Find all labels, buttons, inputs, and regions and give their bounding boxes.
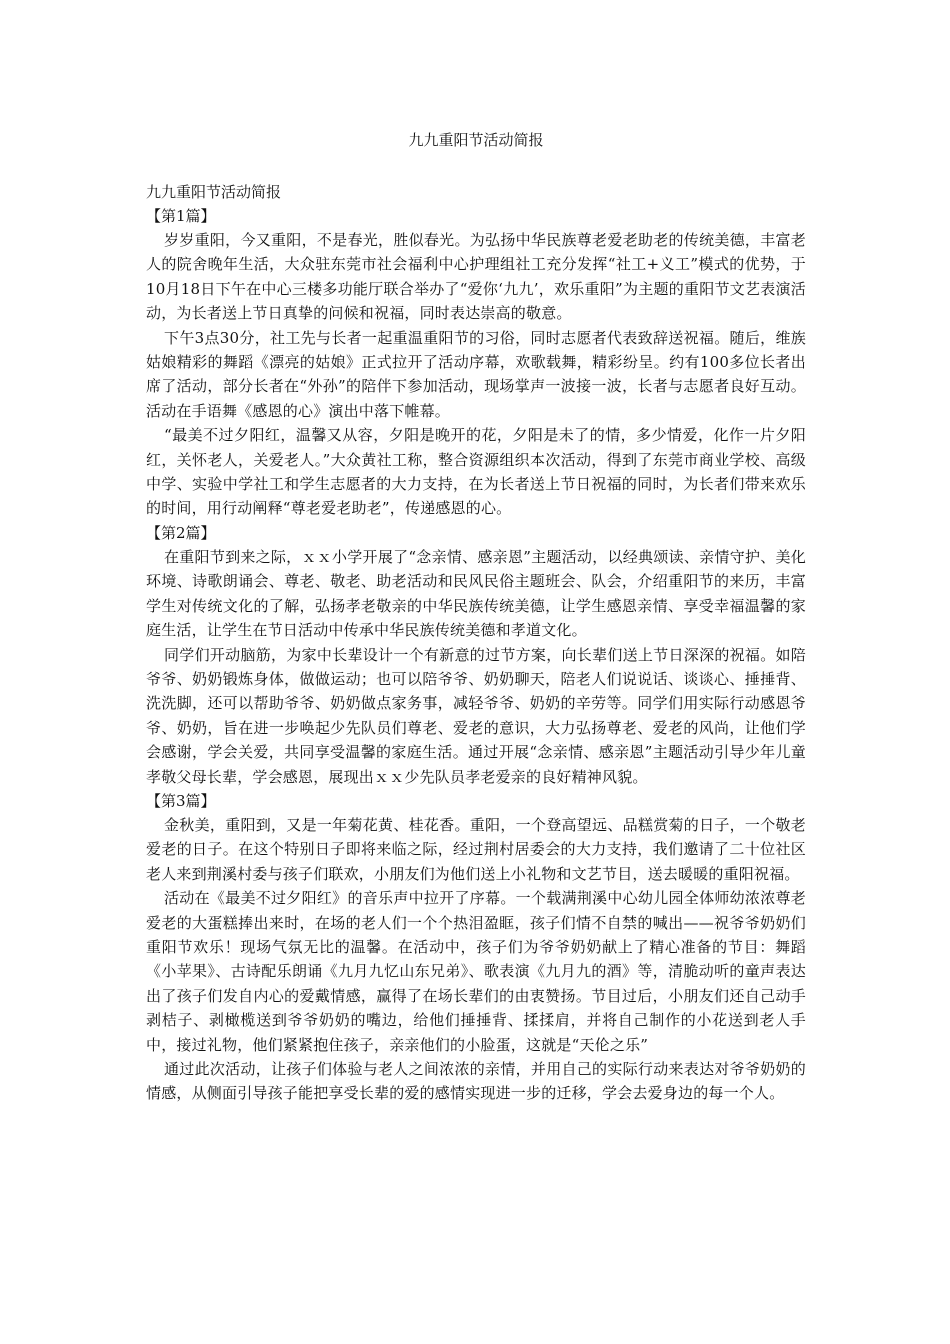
section-heading: 【第3篇】 — [146, 791, 216, 810]
document-title: 九九重阳节活动简报 — [408, 131, 544, 149]
paragraph: 岁岁重阳，今又重阳，不是春光，胜似春光。为弘扬中华民族尊老爱老助老的传统美德，丰富老人的院舍晚年生活，大众驻东莞市社会福利中心护理组社工充分发挥“社工+义工”模式的优势，于10月18日下午在中心三楼多功能厅联合举办了“爱你‘九九’，欢乐重阳”为主题的重阳节文艺表演活动，为长者送上节日真挚的问候和祝福，同时表达崇高的敬意。 — [146, 231, 806, 323]
paragraph: “最美不过夕阳红，温馨又从容，夕阳是晚开的花，夕阳是未了的情，多少情爱，化作一片夕阳红，关怀老人，关爱老人。”大众黄社工称，整合资源组织本次活动，得到了东莞市商业学校、高级中学、实验中学社工和学生志愿者的大力支持，在为长者送上节日祝福的同时，为长者们带来欢乐的时间，用行动阐释“尊老爱老助老”，传递感恩的心。 — [146, 426, 806, 518]
section-heading: 【第1篇】 — [146, 207, 216, 225]
paragraph: 同学们开动脑筋，为家中长辈设计一个有新意的过节方案，向长辈们送上节日深深的祝福。如陪爷爷、奶奶锻炼身体，做做运动；也可以陪爷爷、奶奶聊天，陪老人们说说话、谈谈心、捶捶背、洗洗脚，还可以帮助爷爷、奶奶做点家务事，减轻爷爷、奶奶的辛劳等。同学们用实际行动感恩爷爷、奶奶，旨在进一步唤起少先队员们尊老、爱老的意识，大力弘扬尊老、爱老的风尚，让他们学会感谢，学会关爱，共同享受温馨的家庭生活。通过开展“念亲情、感亲恩”主题活动引导少年儿童孝敬父母长辈，学会感恩，展现出ｘｘ少先队员孝老爱亲的良好精神风貌。 — [146, 645, 806, 786]
document-subtitle: 九九重阳节活动简报 — [146, 183, 282, 201]
section-1 — [146, 204, 806, 521]
section-2 — [146, 521, 806, 789]
paragraph: 在重阳节到来之际，ｘｘ小学开展了“念亲情、感亲恩”主题活动，以经典颂读、亲情守护、美化环境、诗歌朗诵会、尊老、敬老、助老活动和民风民俗主题班会、队会，介绍重阳节的来历，丰富学生对传统文化的了解，弘扬孝老敬亲的中华民族传统美德，让学生感恩亲情、享受幸福温馨的家庭生活，让学生在节日活动中传承中华民族传统美德和孝道文化。 — [146, 547, 806, 640]
section-3 — [146, 789, 806, 1106]
paragraph: 活动在《最美不过夕阳红》的音乐声中拉开了序幕。一个载满荆溪中心幼儿园全体师幼浓浓尊老爱老的大蛋糕捧出来时，在场的老人们一个个热泪盈眶，孩子们情不自禁的喊出——祝爷爷奶奶们重阳节欢乐！现场气氛无比的温馨。在活动中，孩子们为爷爷奶奶献上了精心准备的节目：舞蹈《小苹果》、古诗配乐朗诵《九月九忆山东兄弟》、歌表演《九月九的酒》等，清脆动听的童声表达出了孩子们发自内心的爱戴情感，赢得了在场长辈们的由衷赞扬。节目过后，小朋友们还自己动手剥桔子、剥橄榄送到爷爷奶奶的嘴边，给他们捶捶背、揉揉肩，并将自己制作的小花送到老人手中，接过礼物，他们紧紧抱住孩子，亲亲他们的小脸蛋，这就是“天伦之乐” — [146, 889, 806, 1054]
document-page — [146, 128, 806, 1106]
section-heading: 【第2篇】 — [146, 523, 216, 542]
paragraph: 通过此次活动，让孩子们体验与老人之间浓浓的亲情，并用自己的实际行动来表达对爷爷奶奶的情感，从侧面引导孩子能把享受长辈的爱的感情实现进一步的迁移，学会去爱身边的每一个人。 — [146, 1060, 806, 1103]
paragraph: 下午3点30分，社工先与长者一起重温重阳节的习俗，同时志愿者代表致辞送祝福。随后，维族姑娘精彩的舞蹈《漂亮的姑娘》正式拉开了活动序幕，欢歌载舞，精彩纷呈。约有100多位长者出席了活动，部分长者在“外孙”的陪伴下参加活动，现场掌声一波接一波，长者与志愿者良好互动。活动在手语舞《感恩的心》演出中落下帷幕。 — [146, 328, 806, 420]
paragraph: 金秋美，重阳到，又是一年菊花黄、桂花香。重阳，一个登高望远、品糕赏菊的日子，一个敬老爱老的日子。在这个特别日子即将来临之际，经过荆村居委会的大力支持，我们邀请了二十位社区老人来到荆溪村委与孩子们联欢，小朋友们为他们送上小礼物和文艺节目，送去暖暖的重阳祝福。 — [146, 815, 806, 883]
